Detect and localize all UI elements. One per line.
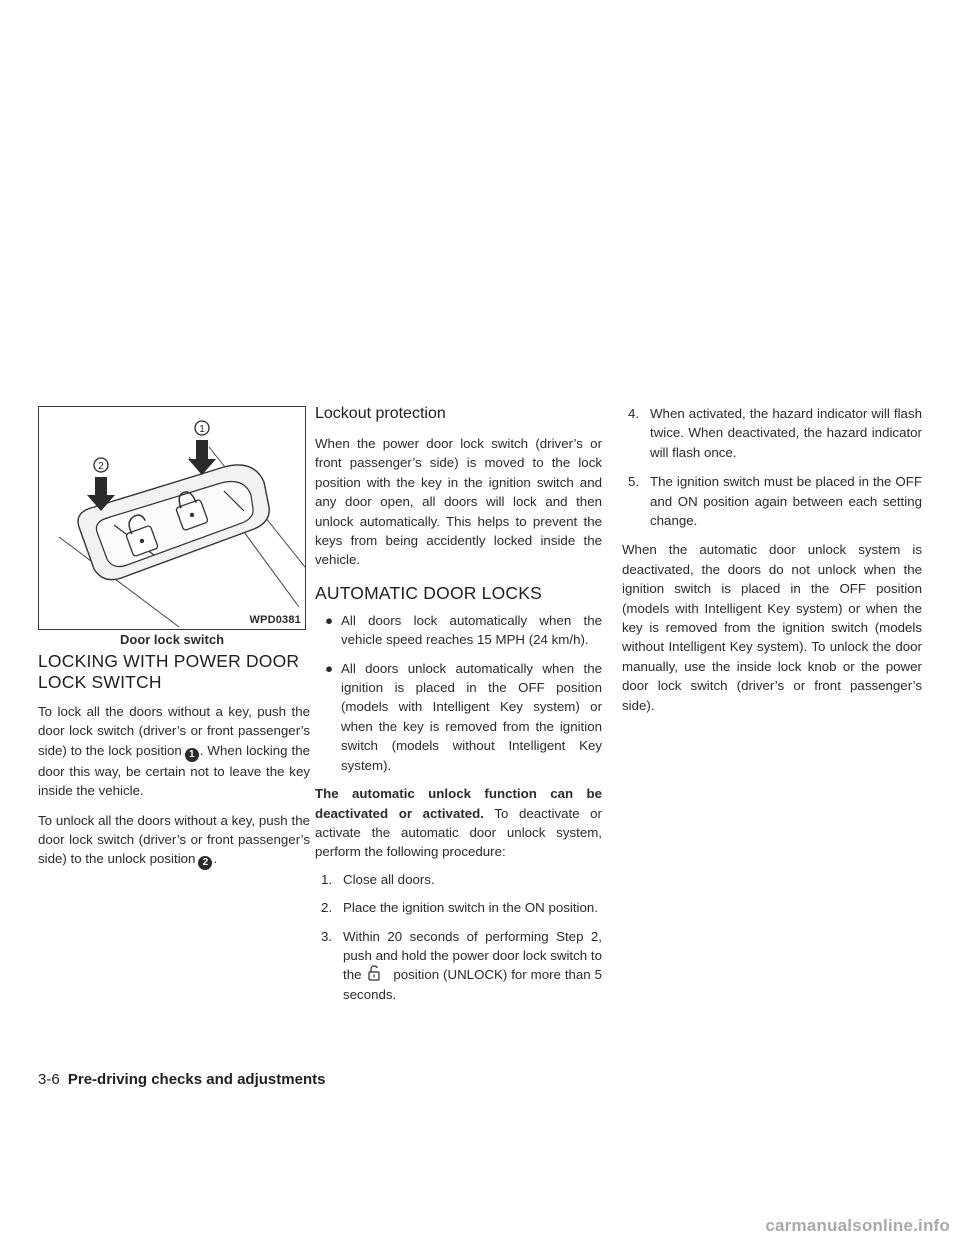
- bullet-icon: ●: [325, 660, 334, 676]
- step-text: When activated, the hazard indicator will flash twice. When deactivated, the hazard indicator will flash once.: [650, 406, 922, 460]
- step-number: 3.: [321, 928, 333, 944]
- heading-line-2: LOCK SWITCH: [38, 672, 162, 692]
- lockout-protection-heading: Lockout protection: [315, 405, 446, 422]
- bullet-item: [315, 659, 602, 775]
- step-item: [315, 927, 602, 1005]
- circled-number-2: 2: [198, 856, 212, 870]
- lock-paragraph-text-b: . When locking the door this way, be certain not to leave the key inside the vehicle.: [38, 742, 310, 799]
- page-number: 3-6: [38, 1071, 60, 1088]
- step-number: 5.: [628, 474, 640, 490]
- step-number: 2.: [321, 900, 333, 916]
- bullet-text: All doors lock automatically when the vehicle speed reaches 15 MPH (24 km/h).: [341, 612, 602, 648]
- figure-code: WPD0381: [249, 614, 301, 626]
- door-lock-switch-figure: [38, 406, 306, 630]
- figure-label-2: 2: [98, 461, 104, 472]
- heading-line-1: LOCKING WITH POWER DOOR: [38, 651, 300, 671]
- unlock-paragraph-text-b: .: [213, 851, 218, 867]
- step-text: Place the ignition switch in the ON position.: [343, 900, 598, 916]
- lock-paragraph-text-a: To lock all the doors without a key, push the door lock switch (driver’s or front passenger’s side) to the lock position: [38, 704, 310, 758]
- unlock-function-text: To deactivate or activate the automatic door unlock system, perform the following procedure:: [315, 805, 602, 860]
- step-number: 1.: [321, 871, 333, 887]
- unlock-icon: [367, 965, 381, 981]
- page-footer: [38, 1070, 325, 1090]
- step-item: [622, 472, 922, 530]
- figure-label-1: 1: [199, 424, 205, 435]
- step-text-b: position (UNLOCK) for more than 5 seconds.: [343, 967, 602, 1002]
- chapter-title: Pre-driving checks and adjustments: [67, 1071, 326, 1088]
- step-item: [622, 404, 922, 462]
- step-text: The ignition switch must be placed in the OFF and ON position again between each setting change.: [650, 474, 922, 529]
- unlock-function-paragraph: [315, 784, 602, 862]
- step-text-a: Within 20 seconds of performing Step 2, push and hold the power door lock switch to the: [343, 928, 602, 983]
- figure-caption: Door lock switch: [119, 632, 225, 647]
- unlock-paragraph-text-a: To unlock all the doors without a key, push the door lock switch (driver’s or front passenger’s side) to the unlock position: [38, 812, 310, 867]
- unlock-function-bold: The automatic unlock function can be deactivated or activated.: [315, 786, 602, 821]
- deactivated-paragraph: When the automatic door unlock system is deactivated, the doors do not unlock when the ignition switch is placed in the OFF position (models with Intelligent Key system) or when the key is removed from the ignition switch (models without Intelligent Key system). To unlock the door manually, use the inside lock knob or the power door lock switch (driver’s or front passenger’s side).: [622, 542, 922, 713]
- lockout-paragraph: When the power door lock switch (driver’s or front passenger’s side) is moved to the lock position with the key in the ignition switch and any door open, all doors will lock and then unlock automatically. This helps to prevent the keys from being accidently locked inside the vehicle.: [315, 436, 602, 568]
- step-item: [315, 898, 602, 917]
- unlock-paragraph: [38, 811, 310, 871]
- bullet-icon: ●: [325, 612, 334, 628]
- circled-number-1: 1: [185, 748, 199, 762]
- door-lock-switch-illustration: [39, 407, 305, 629]
- column-2: [315, 404, 602, 1004]
- column-1: [38, 651, 310, 870]
- step-text: Close all doors.: [343, 871, 435, 887]
- section-heading-power-door-lock: [38, 651, 310, 693]
- bullet-text: All doors unlock automatically when the ignition is placed in the OFF position (models with Intelligent Key system) or when the key is removed from the ignition switch (models without Intelligent Key system).: [341, 660, 602, 773]
- step-item: [315, 870, 602, 889]
- step-number: 4.: [628, 406, 640, 421]
- watermark: carmanualsonline.info: [765, 1216, 950, 1235]
- column-3: [622, 404, 922, 715]
- automatic-door-locks-heading: AUTOMATIC DOOR LOCKS: [315, 582, 542, 603]
- lock-paragraph: [38, 702, 310, 801]
- bullet-item: [315, 611, 602, 650]
